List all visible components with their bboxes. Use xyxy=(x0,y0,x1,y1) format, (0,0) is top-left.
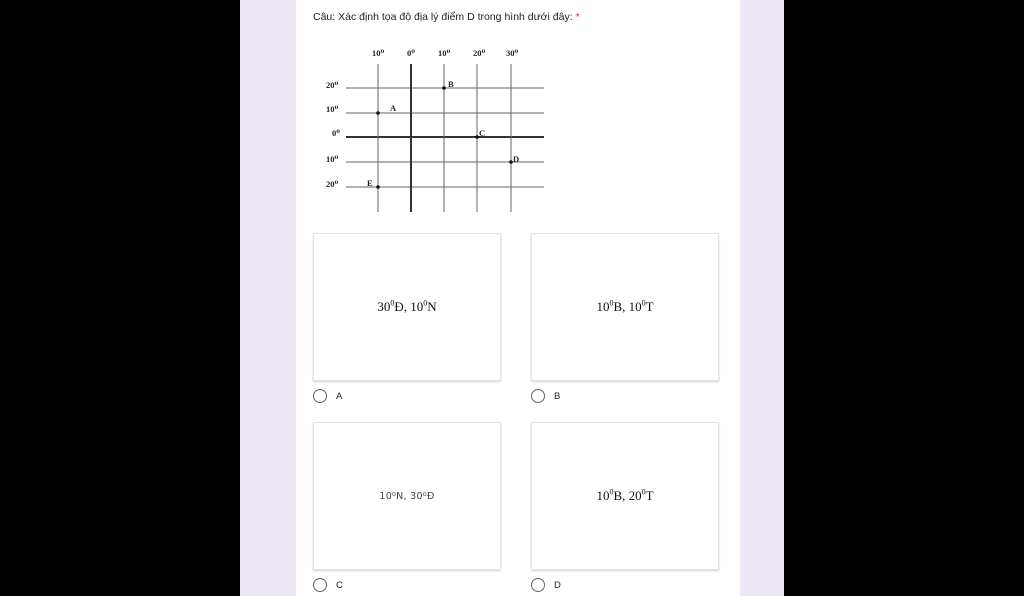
top-label-4: 20⁰ xyxy=(473,48,486,58)
option-a-radio[interactable] xyxy=(313,389,327,403)
required-asterisk: * xyxy=(575,11,580,23)
left-label-3: 0⁰ xyxy=(332,128,340,138)
point-e-marker xyxy=(376,185,380,189)
question-text: Câu: Xác định tọa độ địa lý điểm D trong hình dưới đây: xyxy=(313,11,573,23)
option-b-radio[interactable] xyxy=(531,389,545,403)
top-label-5: 30⁰ xyxy=(506,48,519,58)
left-label-5: 20⁰ xyxy=(326,179,339,189)
option-c-row[interactable] xyxy=(313,577,343,593)
point-a-label: A xyxy=(390,103,397,113)
point-b-label: B xyxy=(448,79,454,89)
top-label-2: 0⁰ xyxy=(407,48,415,58)
option-d-radio[interactable] xyxy=(531,578,545,592)
option-d-image[interactable] xyxy=(531,422,719,570)
coordinate-grid-diagram xyxy=(318,42,558,216)
point-c-label: C xyxy=(479,128,486,138)
option-c-text: 10⁰N, 30⁰Đ xyxy=(379,490,435,502)
point-d-label: D xyxy=(513,154,520,164)
point-b-marker xyxy=(442,86,446,90)
option-b-image[interactable] xyxy=(531,233,719,381)
option-a-label: A xyxy=(336,390,343,402)
point-a-marker xyxy=(376,111,380,115)
option-b-row[interactable] xyxy=(531,388,560,404)
point-e-label: E xyxy=(367,178,373,188)
option-c-radio[interactable] xyxy=(313,578,327,592)
option-a-text: $30^0Đ$, $10^0N$ xyxy=(377,298,437,314)
option-b-text: $10^0B$, $10^0T$ xyxy=(596,298,654,314)
left-label-4: 10⁰ xyxy=(326,154,339,164)
option-c-label: C xyxy=(336,579,343,591)
option-d-text: $10^0B$, $20^0T$ xyxy=(596,487,654,503)
question-title xyxy=(313,11,580,23)
left-label-2: 10⁰ xyxy=(326,104,339,114)
left-label-1: 20⁰ xyxy=(326,80,339,90)
top-label-3: 10⁰ xyxy=(438,48,451,58)
option-d-label: D xyxy=(554,579,561,591)
question-image xyxy=(318,42,558,216)
option-a-row[interactable] xyxy=(313,388,342,404)
option-b-label: B xyxy=(554,390,561,402)
option-c-image[interactable] xyxy=(313,422,501,570)
top-label-1: 10⁰ xyxy=(372,48,385,58)
option-d-row[interactable] xyxy=(531,577,561,593)
option-a-image[interactable] xyxy=(313,233,501,381)
